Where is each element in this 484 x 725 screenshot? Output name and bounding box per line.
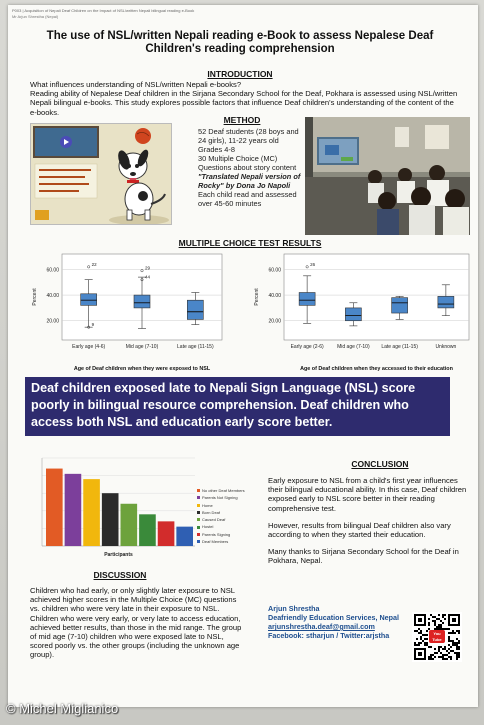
qr-code[interactable] xyxy=(412,612,462,662)
qr-module xyxy=(430,654,432,656)
legend-swatch xyxy=(197,526,200,529)
legend-label: Parents Not Signing xyxy=(202,495,238,501)
legend-label: Hostel xyxy=(202,524,214,530)
legend-item xyxy=(197,523,257,530)
legend-item xyxy=(197,516,257,523)
qr-module xyxy=(454,642,456,644)
qr-module xyxy=(422,634,424,636)
x-tick-label: Late age (11-15) xyxy=(381,344,418,350)
qr-module xyxy=(444,658,446,660)
qr-module xyxy=(448,640,450,642)
qr-module xyxy=(454,644,456,646)
qr-module xyxy=(436,618,438,620)
box xyxy=(187,300,203,319)
qr-module xyxy=(446,654,448,656)
qr-module xyxy=(434,620,436,622)
conclusion-heading: CONCLUSION xyxy=(351,459,409,469)
contact-name: Arjun Shrestha xyxy=(268,604,320,613)
qr-module xyxy=(426,644,428,646)
qr-module xyxy=(446,628,448,630)
poster-title: The use of NSL/written Nepali reading e-Book to assess Nepalese Deaf Children's reading comprehension xyxy=(46,30,434,55)
qr-module xyxy=(444,614,446,616)
qr-module xyxy=(458,654,460,656)
contact-email[interactable]: arjunshrestha.deaf@gmail.com xyxy=(268,622,375,631)
x-axis-label: Age of Deaf children when they accessed to their education xyxy=(300,366,453,372)
qr-module xyxy=(442,648,444,650)
legend-item xyxy=(197,531,257,538)
method-item: 52 Deaf students (28 boys and 24 girls), 11-22 years old xyxy=(198,127,299,145)
qr-module xyxy=(428,646,430,648)
qr-module xyxy=(442,614,444,616)
method-item: "Translated Nepali version of Rocky" by Dona Jo Napoli xyxy=(198,172,301,190)
discussion-p1: Children who had early, or only slightly later exposure to NSL achieved higher scores in the Multiple Choice (MC) questions vs. children who were very late in their exposure to NSL. xyxy=(30,586,237,614)
qr-module xyxy=(430,614,432,616)
qr-module xyxy=(420,632,422,634)
y-tick-label: 60.00 xyxy=(46,267,59,274)
legend-label: No other Deaf Members xyxy=(202,488,245,493)
legend-swatch xyxy=(197,504,200,507)
qr-module xyxy=(452,642,454,644)
qr-module xyxy=(426,638,428,640)
qr-module xyxy=(458,648,460,650)
y-axis-label: Percent xyxy=(32,288,38,306)
qr-module xyxy=(438,648,440,650)
discussion-p2: Children who were very early, or very late to access education, achieved better results, than those in the mid range. The group of mid age (7-10) children who were exposed late to NSL, scored poorly vs. the other groups (including the unknown age group). xyxy=(30,613,242,660)
outlier-label: 9 xyxy=(91,322,95,328)
qr-module xyxy=(448,638,450,640)
bar xyxy=(158,521,175,546)
method-list xyxy=(198,127,303,208)
qr-module xyxy=(420,630,422,632)
box xyxy=(134,295,150,308)
qr-module xyxy=(448,644,450,646)
qr-module xyxy=(452,632,454,634)
qr-module xyxy=(438,614,440,616)
qr-module xyxy=(434,656,436,658)
qr-module xyxy=(452,630,454,632)
legend-swatch xyxy=(197,533,200,536)
conclusion-text xyxy=(268,476,468,566)
conclusion-p1: Early exposure to NSL from a child's first year influences their bilingual educational ability. In this case, Deaf children exposed early to NSL score better in their reading comprehensive test. xyxy=(268,476,467,513)
qr-module xyxy=(420,636,422,638)
qr-module xyxy=(440,620,442,622)
qr-module xyxy=(448,632,450,634)
legend-swatch xyxy=(197,540,200,543)
qr-module xyxy=(444,648,446,650)
qr-module xyxy=(424,638,426,640)
qr-module xyxy=(456,642,458,644)
outlier-label: 22 xyxy=(91,261,97,267)
qr-module xyxy=(428,622,430,624)
qr-module xyxy=(434,648,436,650)
qr-module xyxy=(440,626,442,628)
introduction-body: Reading ability of Nepalese Deaf children in the Sirjana Secondary School for the Deaf, Pokhara is assessed using NSL/written Nepali bilingual e-books. This study explores possible factors that influence Deaf children's understanding of the content of the e-books. xyxy=(30,89,458,117)
qr-module xyxy=(422,640,424,642)
qr-module xyxy=(438,656,440,658)
qr-module xyxy=(432,620,434,622)
x-tick-label: Mid age (7-10) xyxy=(337,344,370,350)
qr-module xyxy=(418,628,420,630)
qr-module xyxy=(456,654,458,656)
qr-module xyxy=(428,656,430,658)
qr-module xyxy=(428,618,430,620)
qr-module xyxy=(416,644,418,646)
qr-module xyxy=(458,632,460,634)
qr-module xyxy=(448,636,450,638)
qr-module xyxy=(434,652,436,654)
qr-module xyxy=(456,648,458,650)
qr-module xyxy=(450,650,452,652)
qr-module xyxy=(424,644,426,646)
discussion-text xyxy=(30,586,248,660)
qr-module xyxy=(458,640,460,642)
classroom-photo xyxy=(305,117,470,235)
bar xyxy=(139,514,156,546)
qr-module xyxy=(456,658,458,660)
legend-swatch xyxy=(197,511,200,514)
qr-module xyxy=(424,642,426,644)
conclusion-p3: Many thanks to Sirjana Secondary School for the Deaf in Pokhara, Nepal. xyxy=(268,547,459,566)
qr-module xyxy=(418,644,420,646)
qr-module xyxy=(454,652,456,654)
qr-finder-center xyxy=(452,618,456,622)
qr-module xyxy=(450,632,452,634)
bar xyxy=(83,479,100,546)
boxplot-education-access-svg xyxy=(250,248,475,374)
poster-header: P003 | Acquisition of Nepali Deaf Children on the Impact of NSL/written Nepali bilingual reading e-Book xyxy=(12,8,195,13)
qr-module xyxy=(442,654,444,656)
qr-module xyxy=(440,652,442,654)
qr-module xyxy=(446,658,448,660)
qr-module xyxy=(426,634,428,636)
legend-item xyxy=(197,494,257,501)
legend-label: Born Deaf xyxy=(202,509,221,515)
qr-module xyxy=(438,624,440,626)
qr-module xyxy=(442,622,444,624)
introduction-question: What influences understanding of NSL/written Nepali e-books? xyxy=(30,80,242,89)
qr-module xyxy=(456,638,458,640)
discussion-heading: DISCUSSION xyxy=(93,570,147,580)
legend-label: Caused Deaf xyxy=(202,517,226,523)
outlier-label: 26 xyxy=(310,261,316,267)
y-tick-label: 20.00 xyxy=(46,318,59,325)
qr-module xyxy=(430,646,432,648)
qr-finder-center xyxy=(418,618,422,622)
qr-module xyxy=(442,616,444,618)
qr-module xyxy=(448,648,450,650)
qr-module xyxy=(420,642,422,644)
qr-module xyxy=(458,630,460,632)
qr-module xyxy=(448,656,450,658)
bar xyxy=(46,469,63,546)
qr-module xyxy=(452,650,454,652)
qr-module xyxy=(434,622,436,624)
qr-module xyxy=(458,646,460,648)
legend-swatch xyxy=(197,518,200,521)
qr-module xyxy=(444,654,446,656)
y-axis-label: Percent xyxy=(254,288,260,306)
qr-module xyxy=(428,658,430,660)
key-finding-banner: Deaf children exposed late to Nepali Sign Language (NSL) score poorly in bilingual resource comprehension. Deaf children who access both NSL and education early score better. xyxy=(25,377,450,436)
qr-module xyxy=(452,640,454,642)
qr-module xyxy=(440,656,442,658)
qr-module xyxy=(416,638,418,640)
boxplot-exposure-nsl-svg xyxy=(28,248,228,374)
x-tick-label: Mid age (7-10) xyxy=(125,344,159,350)
box xyxy=(299,293,315,306)
qr-module xyxy=(450,658,452,660)
legend-item xyxy=(197,509,257,516)
qr-module xyxy=(438,618,440,620)
boxplot-exposure-nsl xyxy=(28,248,228,374)
qr-module xyxy=(434,616,436,618)
x-tick-label: Unknown xyxy=(435,344,457,350)
qr-module xyxy=(432,616,434,618)
bar-chart-legend xyxy=(197,487,257,545)
method-item: Each child read and assessed over 45-60 minutes xyxy=(198,190,297,208)
youtube-badge: You Tube xyxy=(429,630,445,643)
boxplot-education-access xyxy=(250,248,475,374)
x-axis-label: Participants xyxy=(104,552,133,558)
dog-illustration xyxy=(31,124,171,224)
qr-module xyxy=(416,630,418,632)
x-axis-label: Age of Deaf children when they were exposed to NSL xyxy=(73,366,211,372)
method-heading: METHOD xyxy=(223,115,261,125)
bar xyxy=(102,493,119,546)
qr-module xyxy=(444,618,446,620)
qr-module xyxy=(458,656,460,658)
contact-social: Facebook: stharjun / Twitter:arjstha xyxy=(268,631,390,640)
qr-module xyxy=(430,656,432,658)
introduction-text xyxy=(30,80,460,117)
qr-module xyxy=(440,646,442,648)
qr-module xyxy=(456,630,458,632)
qr-module xyxy=(434,624,436,626)
y-tick-label: 40.00 xyxy=(268,293,281,300)
conclusion-p2: However, results from bilingual Deaf children also vary according to when they started their education. xyxy=(268,520,451,540)
outlier-label: 29 xyxy=(145,265,151,271)
qr-module xyxy=(442,658,444,660)
x-tick-label: Early age (4-6) xyxy=(72,344,106,350)
qr-module xyxy=(454,632,456,634)
qr-module xyxy=(442,656,444,658)
box xyxy=(392,298,408,313)
qr-module xyxy=(458,652,460,654)
y-tick-label: 20.00 xyxy=(268,318,281,325)
qr-module xyxy=(456,656,458,658)
qr-module xyxy=(452,644,454,646)
qr-module xyxy=(438,626,440,628)
qr-module xyxy=(418,632,420,634)
qr-module xyxy=(436,626,438,628)
legend-item xyxy=(197,538,257,545)
bar xyxy=(176,527,193,546)
poster-header-author: Mr Arjun Shrestha (Nepal) xyxy=(12,14,59,19)
photo-watermark: © Michel Miglianico xyxy=(6,701,119,716)
legend-label: Deaf Members xyxy=(202,539,229,545)
x-tick-label: Late age (11-15) xyxy=(177,344,214,350)
box xyxy=(438,296,454,308)
qr-module xyxy=(456,652,458,654)
contact-block xyxy=(268,604,399,640)
legend-item xyxy=(197,502,257,509)
bar xyxy=(65,474,82,546)
introduction-heading: INTRODUCTION xyxy=(207,69,273,79)
qr-module xyxy=(438,650,440,652)
legend-swatch xyxy=(197,489,200,492)
results-heading: MULTIPLE CHOICE TEST RESULTS xyxy=(178,238,322,248)
qr-finder-center xyxy=(418,652,422,656)
qr-module xyxy=(456,646,458,648)
qr-module xyxy=(432,658,434,660)
qr-module xyxy=(446,650,448,652)
x-tick-label: Early age (2-6) xyxy=(290,344,324,350)
qr-module xyxy=(450,656,452,658)
y-tick-label: 60.00 xyxy=(268,267,281,274)
qr-module xyxy=(430,658,432,660)
qr-module xyxy=(456,644,458,646)
qr-module xyxy=(420,638,422,640)
qr-module xyxy=(444,646,446,648)
qr-module xyxy=(448,628,450,630)
qr-module xyxy=(436,652,438,654)
bar xyxy=(121,504,138,546)
outlier-label: 44 xyxy=(145,274,151,280)
qr-module xyxy=(426,642,428,644)
box xyxy=(81,294,97,306)
qr-module xyxy=(414,644,416,646)
qr-module xyxy=(432,654,434,656)
method-item: Grades 4-8 xyxy=(198,145,235,154)
qr-module xyxy=(440,624,442,626)
method-item: 30 Multiple Choice (MC) Questions about story content xyxy=(198,154,297,172)
legend-label: Parents Signing xyxy=(202,531,231,537)
qr-module xyxy=(438,646,440,648)
qr-module xyxy=(450,646,452,648)
box xyxy=(345,308,361,321)
legend-label: Home xyxy=(202,502,213,508)
qr-module xyxy=(458,642,460,644)
contact-org: Deafriendly Education Services, Nepal xyxy=(268,613,400,622)
qr-module xyxy=(448,652,450,654)
qr-module xyxy=(450,640,452,642)
qr-module xyxy=(428,624,430,626)
qr-module xyxy=(414,630,416,632)
legend-item xyxy=(197,487,257,494)
qr-module xyxy=(418,642,420,644)
ebook-illustration xyxy=(30,123,172,225)
legend-swatch xyxy=(197,496,200,499)
qr-module xyxy=(414,642,416,644)
qr-module xyxy=(426,630,428,632)
y-tick-label: 40.00 xyxy=(46,293,59,300)
qr-module xyxy=(424,634,426,636)
